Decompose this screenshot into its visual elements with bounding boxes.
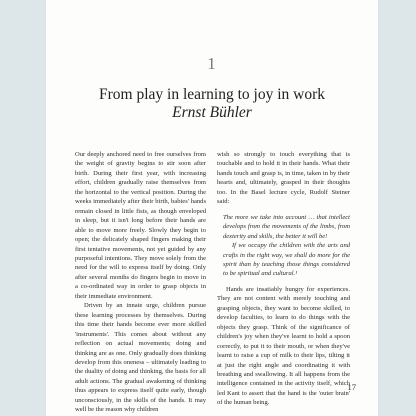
- chapter-title: From play in learning to joy in work: [98, 86, 325, 103]
- right-text-column: [217, 150, 350, 408]
- page-number: 17: [347, 382, 356, 392]
- body-paragraph: Hands are insatiably hungry for experiences. They are not content with merely touching and grasping objects, they want to become skilled, to develop faculties, to learn to do things with the objects they grasp. Think of the significance of children's joy when they've learnt to hold a spoon correctly, to put it to their mouth, or when they've learnt to raise a cup of milk to their lips, tilting it at just the right angle and coordinating it with breathing and swallowing. It all happens from the intelligence contained in the activity itself, which led Kant to assert that the hand is the 'outer brain' of the human being.: [217, 285, 350, 407]
- body-paragraph: Driven by an innate urge, children pursue these learning processes by themselves. During this time their hands become ever more skilled 'instruments'. This comes about without any reflection on actual movements; doing and thinking are as one. Only gradually does thinking develop from this oneness – ultimately leading to the duality of doing and thinking, the basis for all adult actions. The gradual awakening of thinking thus appears to express itself quite early, though unconsciously, in the skills of the hands. It may well be the reason why children: [75, 302, 206, 414]
- quote-line: If we occupy the children with the arts and crafts in the right way, we shall do more for the spirit than by teaching those things considered to be spiritual and cultural.¹: [223, 242, 350, 278]
- chapter-author: Ernst Bühler: [172, 104, 252, 121]
- body-paragraph: Our deeply anchored need to free ourselves from the weight of gravity begins to stir soon after birth. During their first year, with increasing effort, children gradually raise themselves from the horizontal to the vertical position. During the weeks immediately after their birth, babies' hands remain closed in little fists, as though enveloped in sleep, but it isn't long before their hands are able to move more freely. Slowly they begin to open; the delicately shaped fingers making their first tentative movements, not yet guided by any purposeful intentions. They move solely from the need for the will to express itself by doing. Only after several months do fingers begin to move in a co-ordinated way in order to grasp objects in their immediate environment.: [75, 151, 206, 300]
- body-paragraph: wish so strongly to touch everything that is touchable and to hold it in their hands. What their hands touch and grasp is, in time, taken in by their hearts and, ultimately, grasped in their thoughts too. In the Basel lecture cycle, Rudolf Steiner said:: [217, 151, 350, 206]
- left-text-column: [75, 150, 206, 415]
- quote-line: The more we take into account … that intellect develops from the movements of the limbs, from dexterity and skills, the better it will be!: [223, 213, 350, 240]
- chapter-number: 1: [207, 54, 217, 73]
- block-quote: [223, 213, 350, 279]
